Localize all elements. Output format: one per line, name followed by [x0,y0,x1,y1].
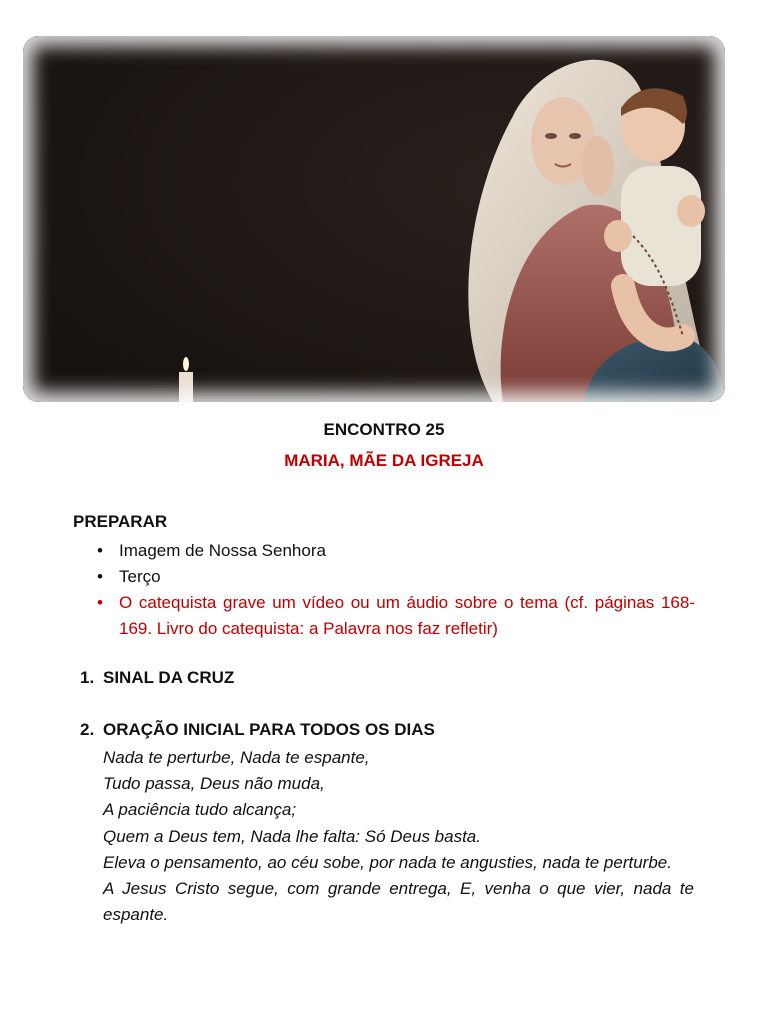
statue-illustration [23,36,725,402]
prepare-item-note: • O catequista grave um vídeo ou um áudio sobre o tema (cf. páginas 168-169. Livro do catequista: a Palavra nos faz refletir) [97,590,695,642]
prepare-heading: PREPARAR [73,512,168,531]
section-sign-of-cross [80,668,234,688]
page-title: ENCONTRO 25 [323,420,445,439]
prayer-line: espante. [103,905,169,925]
prepare-item: • Terço [97,564,695,590]
section-title: ORAÇÃO INICIAL PARA TODOS OS DIAS [103,720,435,739]
prayer-line: Quem a Deus tem, Nada lhe falta: Só Deus basta. [103,826,481,846]
prayer-line: Nada te perturbe, Nada te espante, [103,748,370,767]
section-opening-prayer [80,720,435,740]
section-number: 1. [80,668,95,687]
prepare-list [97,538,695,642]
prayer-line: Tudo passa, Deus não muda, [103,774,325,794]
page-subtitle: MARIA, MÃE DA IGREJA [284,451,484,470]
prayer-line: A Jesus Cristo segue, com grande entrega, E, venha o que vier, nada te [103,879,694,899]
prayer-text [103,745,694,928]
hero-image-virgin-and-child [23,36,725,402]
prayer-line: Eleva o pensamento, ao céu sobe, por nada te angusties, nada te perturbe. [103,852,672,872]
prayer-line: A paciência tudo alcança; [103,800,297,820]
prepare-item: • Imagem de Nossa Senhora [97,538,695,564]
section-title: SINAL DA CRUZ [103,668,235,687]
section-number: 2. [80,720,95,739]
